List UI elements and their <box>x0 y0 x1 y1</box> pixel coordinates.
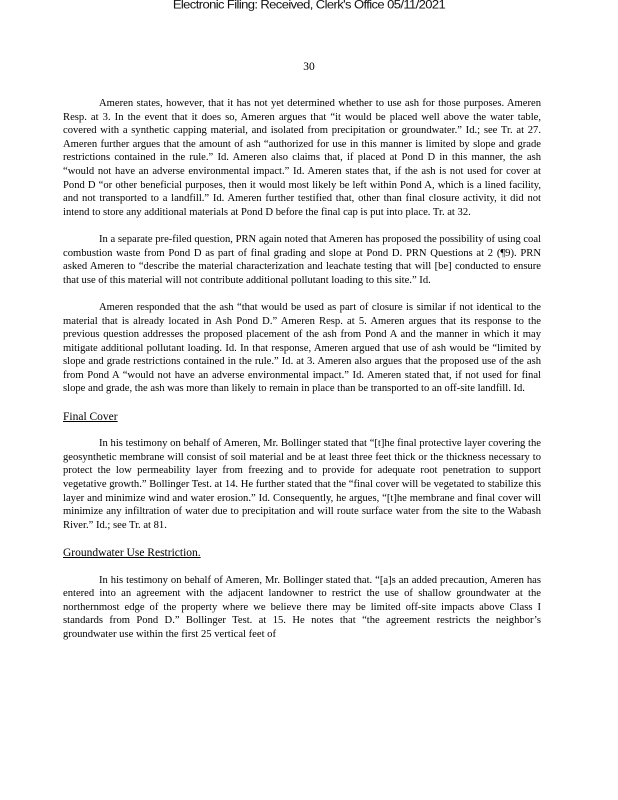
paragraph-final-cover: In his testimony on behalf of Ameren, Mr. Bollinger stated that “[t]he final protective layer covering the geosynthetic membrane will consist of soil material and be at least three feet thick or the thickness necessary to protect the low permeability layer from freezing and to provide for adequate root penetration to support vegetative growth.” Bollinger Test. at 14. He further stated that the “final cover will be vegetated to stabilize this layer and minimize wind and water erosion.” Id. Consequently, he argues, “[t]he membrane and final cover will minimize any infiltration of water due to precipitation and will route surface water from the site to the Wabash River.” Id.; see Tr. at 81. <box>63 438 541 531</box>
filing-stamp: Electronic Filing: Received, Clerk's Office 05/11/2021 <box>172 0 446 12</box>
page-number: 30 <box>303 61 315 73</box>
heading-groundwater-restriction: Groundwater Use Restriction. <box>63 547 201 559</box>
document-body <box>63 97 541 655</box>
paragraph-ameren-response: Ameren responded that the ash “that would be used as part of closure is similar if not identical to the material that is already located in Ash Pond D.” Ameren Resp. at 5. Ameren argues that its response to the previous question addresses the proposed placement of the ash from Pond A and the manner in which it may mitigate additional pollutant loading. Id. In that response, Ameren argued that use of ash would be “limited by slope and grade restrictions contained in the rule.” Id. at 3. Ameren also argues that the proposed use of the ash from Pond A “would not have an adverse environmental impact.” Id. Ameren stated that, if not used for final slope and grade, the ash was more than likely to remain in place than be transported to an off-site landfill. Id. <box>63 301 541 395</box>
paragraph-groundwater: In his testimony on behalf of Ameren, Mr. Bollinger stated that. “[a]s an added precaution, Ameren has entered into an agreement with the adjacent landowner to restrict the use of shallow groundwater at the northernmost edge of the property where we believe there may be limited off-site impacts above Class I standards from Pond D.” Bollinger Test. at 15. He notes that “the agreement restricts the neighbor’s groundwater use within the first 25 vertical feet of <box>63 574 541 640</box>
paragraph-prn-question: In a separate pre-filed question, PRN again noted that Ameren has proposed the possibility of using coal combustion waste from Pond D as part of final grading and slope at Pond D. PRN Questions at 2 (¶9). PRN asked Ameren to “describe the material characterization and leachate testing that will [be] conducted to ensure that use of this material will not contribute additional pollutant loading to this site.” Id. <box>63 233 541 286</box>
paragraph-ash-use: Ameren states, however, that it has not yet determined whether to use ash for those purposes. Ameren Resp. at 3. In the event that it does so, Ameren argues that “it would be placed well above the water table, covered with a synthetic capping material, and isolated from precipitation or groundwater.” Id.; see Tr. at 27. Ameren further argues that the amount of ash “authorized for use in this manner is limited by slope and grade restrictions contained in the rule.” Id. Ameren also claims that, if placed at Pond D in this manner, the ash “would not have an adverse environmental impact.” Id. Ameren states that, if the ash is not used for cover at Pond D “or other beneficial purposes, then it would most likely be left within Pond A, which is a lined facility, and not transported to a landfill.” Id. Ameren further testified that, other than final closure activity, it did not intend to store any additional materials at Pond D before the final cap is put into place. Tr. at 32. <box>63 98 541 218</box>
heading-final-cover: Final Cover <box>63 410 118 423</box>
